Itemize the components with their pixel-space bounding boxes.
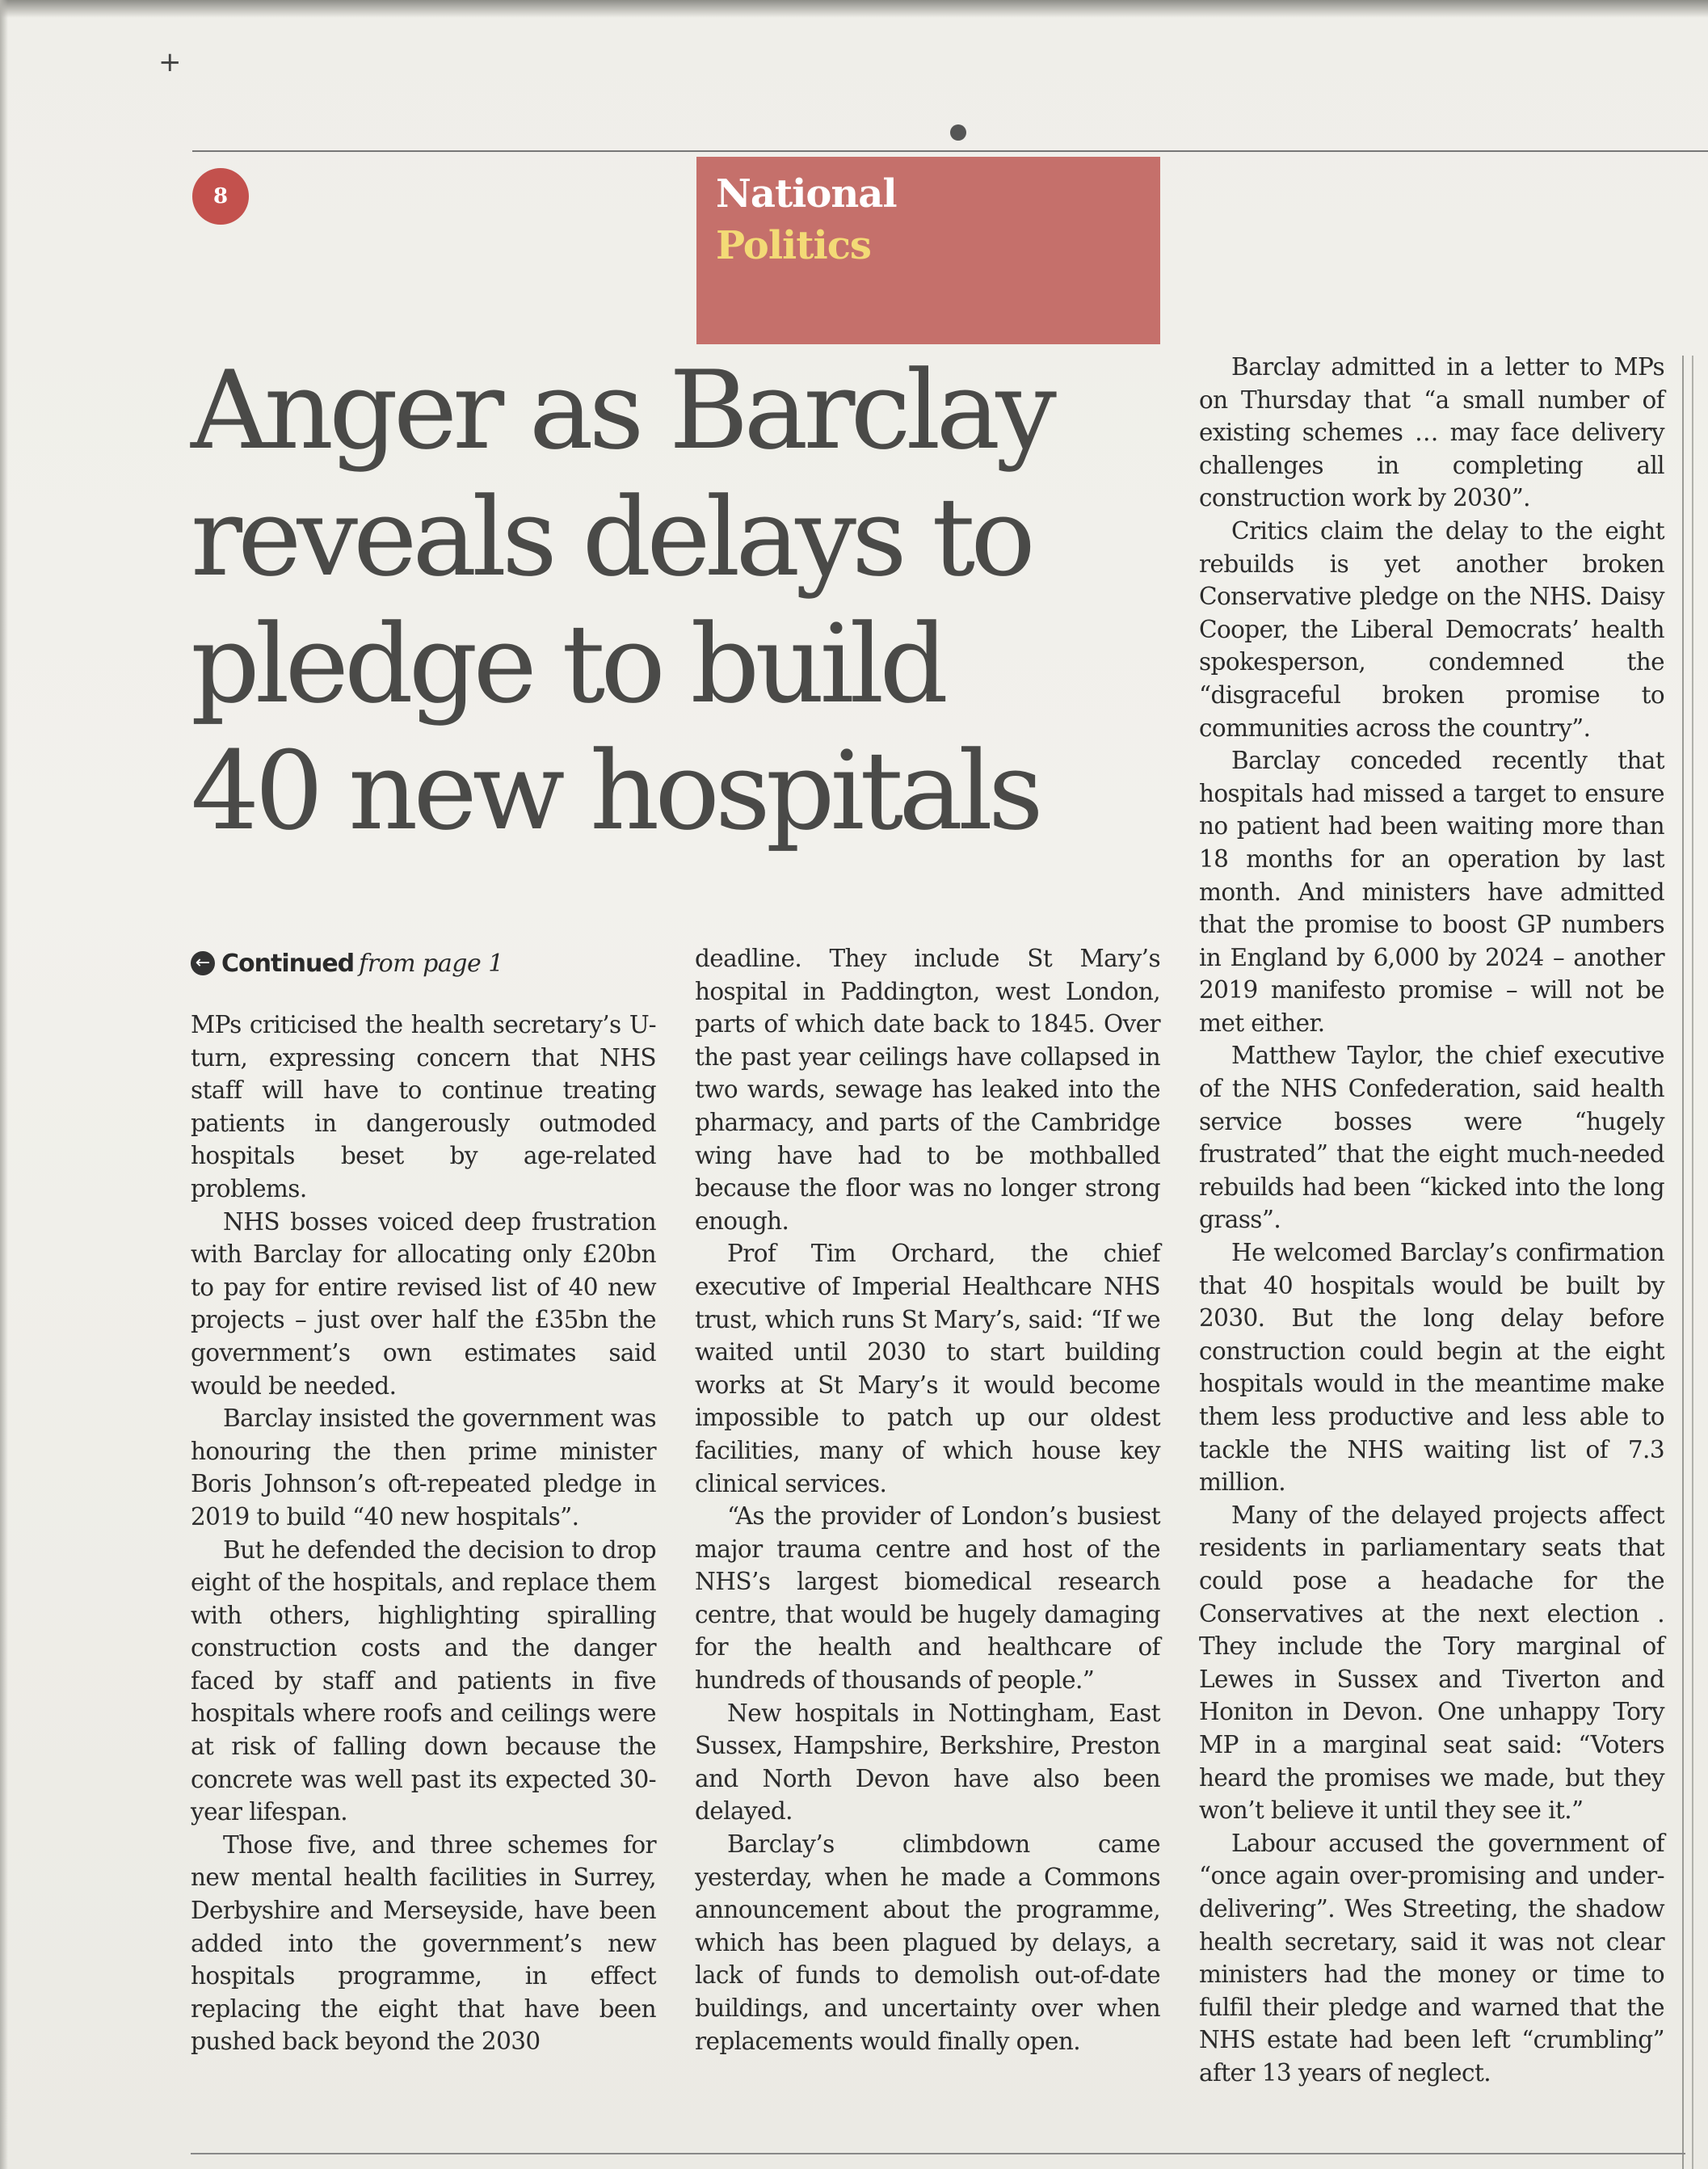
paragraph: Many of the delayed projects affect residents in parliamentary seats that could pose a headache for the Conservatives at the next election . They include the Tory marginal of Lewes in Sussex and Tiverton and Honiton in Devon. One unhappy Tory MP in a marginal seat said: “Voters heard the promises we made, but they won’t believe it until they see it.” — [1199, 1501, 1664, 1825]
paragraph: Matthew Taylor, the chief executive of the NHS Confederation, said health service bosses were “hugely frustrated” that the eight much-needed rebuilds had been “kicked into the long grass”. — [1199, 1042, 1664, 1234]
registration-dot-icon — [950, 124, 966, 141]
paragraph: Prof Tim Orchard, the chief executive of Imperial Healthcare NHS trust, which runs St Mary’s, said: “If we waited until 2030 to start building works at St Mary’s it would become impossible to patch up our oldest facilities, many of which house key clinical services. — [695, 1240, 1160, 1497]
headline — [191, 347, 1104, 855]
paragraph: He welcomed Barclay’s confirmation that 40 hospitals would be built by 2030. But the long delay before construction could begin at the eight hospitals would in the meantime make them less productive and less able to tackle the NHS waiting list of 7.3 million. — [1199, 1239, 1664, 1497]
paragraph: MPs criticised the health secretary’s U-turn, expressing concern that NHS staff will have to continue treating patients in dangerously outmoded hospitals beset by age-related problems. — [191, 1011, 656, 1202]
article-column-2 — [695, 942, 1160, 2057]
paragraph: Barclay admitted in a letter to MPs on Thursday that “a small number of existing schemes … may face delivery challenges in completing all construction work by 2030”. — [1199, 353, 1664, 512]
paragraph: New hospitals in Nottingham, East Sussex, Hampshire, Berkshire, Preston and North Devon have also been delayed. — [695, 1699, 1160, 1826]
paragraph: Labour accused the government of “once again over-promising and under-delivering”. Wes Streeting, the shadow health secretary, said it was not clear ministers had the money or time to fulfil their pledge and warned that the NHS estate had been left “crumbling” after 13 years of neglect. — [1199, 1829, 1664, 2087]
continued-label: Continued — [221, 949, 355, 978]
paragraph: Barclay conceded recently that hospitals had missed a target to ensure no patient had been waiting more than 18 months for an operation by last month. And ministers have admitted that the promise to boost GP numbers in England by 6,000 by 2024 – another 2019 manifesto promise – will not be met either. — [1199, 747, 1664, 1037]
headline-line: 40 new hospitals — [191, 728, 1039, 854]
continued-from-page: from page 1 — [359, 949, 503, 978]
paragraph: deadline. They include St Mary’s hospital in Paddington, west London, parts of which date back to 1845. Over the past year ceilings have collapsed in two wards, sewage has leaked into the pharmacy, and parts of the Cambridge wing have had to be mothballed because the floor was no longer strong enough. — [695, 945, 1160, 1235]
paragraph: But he defended the decision to drop eight of the hospitals, and replace them with others, highlighting spiralling construction costs and the danger faced by staff and patients in five hospitals where roofs and ceilings were at risk of falling down because the concrete was well past its expected 30-year lifespan. — [191, 1535, 656, 1826]
right-column-rule-outer — [1692, 356, 1693, 2169]
scan-left-shadow — [0, 0, 8, 2169]
scan-edge-shadow — [0, 0, 1708, 18]
page-number-badge: 8 — [192, 168, 249, 225]
section-label-national: National — [716, 171, 897, 217]
article-column-1 — [191, 1009, 656, 2058]
right-column-rule — [1682, 356, 1684, 2169]
crop-mark-icon: + — [158, 46, 182, 78]
headline-line: Anger as Barclay — [191, 347, 1052, 474]
paragraph: “As the provider of London’s busiest major trauma centre and host of the NHS’s largest biomedical research centre, that would be hugely damaging for the health and healthcare of hundreds of thousands of people.” — [695, 1502, 1160, 1695]
arrow-left-icon: ← — [191, 951, 215, 975]
section-label-politics: Politics — [716, 223, 871, 268]
bottom-rule — [191, 2153, 1685, 2154]
paragraph: Barclay insisted the government was honouring the then prime minister Boris Johnson’s oft-repeated pledge in 2019 to build “40 new hospitals”. — [191, 1405, 656, 1531]
paragraph: Those five, and three schemes for new mental health facilities in Surrey, Derbyshire and Merseyside, have been added into the government’s new hospitals programme, in effect replacing the eight that have been pushed back beyond the 2030 — [191, 1830, 656, 2056]
top-rule — [192, 150, 1708, 152]
paragraph: Critics claim the delay to the eight rebuilds is yet another broken Conservative pledge on the NHS. Daisy Cooper, the Liberal Democrats’ health spokesperson, condemned the “disgraceful broken promise to communities across the country”. — [1199, 516, 1664, 742]
headline-line: reveals delays to — [191, 474, 1031, 600]
paragraph: Barclay’s climbdown came yesterday, when he made a Commons announcement about the programme, which has been plagued by delays, a lack of funds to demolish out-of-date buildings, and uncertainty over when replacements would finally open. — [695, 1830, 1160, 2055]
article-column-3 — [1199, 351, 1664, 2089]
continued-from-label — [191, 947, 503, 979]
paragraph: NHS bosses voiced deep frustration with Barclay for allocating only £20bn to pay for entire revised list of 40 new projects – just over half the £35bn the government’s own estimates said would be needed. — [191, 1207, 656, 1400]
headline-line: pledge to build — [191, 601, 944, 727]
